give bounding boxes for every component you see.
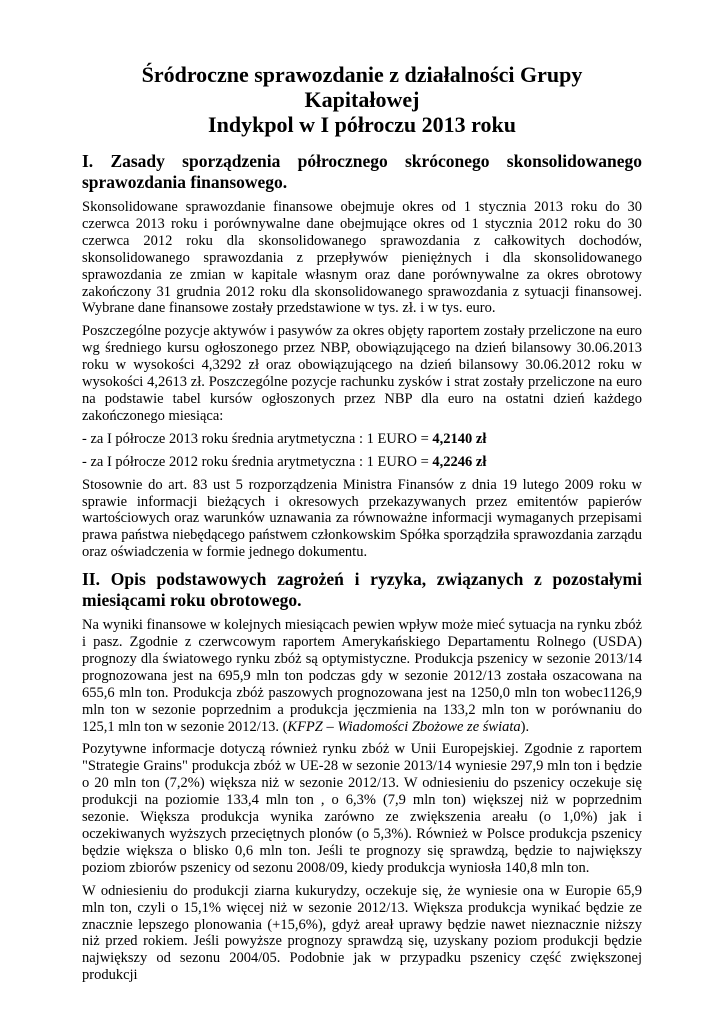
document-title [82, 62, 642, 137]
exchange-rate-2012 [82, 454, 642, 471]
section-2-paragraph-1-text: Na wyniki finansowe w kolejnych miesiącach pewien wpływ może mieć sytuacja na rynku zbóż i pasz. Zgodnie z czerwcowym raportem Amerykańskiego Departamentu Rolnego (USDA) prognozy dla światowego rynku zbóż są optymistyczne. Produkcja pszenicy w sezonie 2013/14 prognozowana jest na 695,9 mln ton podczas gdy w sezonie 2012/13 została oszacowana na 655,6 mln ton. Produkcja zbóż paszowych prognozowana jest na 1250,0 mln ton wobec1126,9 mln ton w sezonie poprzednim a produkcja jęczmienia na 133,2 mln ton w porównaniu do 125,1 mln ton w sezonie 2012/13. ( [82, 617, 642, 735]
section-2-paragraph-1 [82, 617, 642, 735]
title-line-2: Indykpol w I półroczu 2013 roku [208, 112, 516, 137]
source-citation: KFPZ – Wiadomości Zbożowe ze świata [287, 718, 521, 735]
exchange-rate-2013-value: 4,2140 zł [432, 430, 487, 447]
section-2-paragraph-2: Pozytywne informacje dotyczą również rynku zbóż w Unii Europejskiej. Zgodnie z raportem "Strategie Grains" produkcja zbóż w UE-28 w sezonie 2013/14 wyniesie 297,9 mln ton i będzie o 20 mln ton (7,2%) większa niż w sezonie 2012/13. W odniesieniu do pszenicy oczekuje się produkcji na poziomie 133,4 mln ton , o 6,3% (7,9 mln ton) większej niż w poprzednim sezonie. Większa produkcja wynika zarówno ze zwiększenia areału (o 1,0%) jak i oczekiwanych wyższych przeciętnych plonów (o 5,3%). Również w Polsce produkcja pszenicy będzie większa o blisko 0,6 mln ton. Jeśli te prognozy się sprawdzą, będzie to największy poziom zbiorów pszenicy od sezonu 2008/09, kiedy produkcja wyniosła 140,8 mln ton. [82, 741, 642, 876]
section-1-paragraph-2: Poszczególne pozycje aktywów i pasywów za okres objęty raportem zostały przeliczone na euro wg średniego kursu ogłoszonego przez NBP, obowiązującego na dzień bilansowy 30.06.2013 roku w wysokości 4,3292 zł oraz obowiązującego na dzień bilansowy 30.06.2012 roku w wysokości 4,2613 zł. Poszczególne pozycje rachunku zysków i strat zostały przeliczone na euro na podstawie tabel kursów ogłoszonych przez NBP dla euro na ostatni dzień każdego zakończonego miesiąca: [82, 323, 642, 424]
section-1-heading: I. Zasady sporządzenia półrocznego skróconego skonsolidowanego sprawozdania finansowego. [82, 151, 642, 192]
section-2-paragraph-1-end: ). [520, 718, 530, 735]
exchange-rate-2012-label: - za I półrocze 2012 roku średnia arytmetyczna : 1 EURO = [82, 453, 433, 470]
exchange-rate-2012-value: 4,2246 zł [432, 453, 487, 470]
section-2-heading: II. Opis podstawowych zagrożeń i ryzyka, związanych z pozostałymi miesiącami roku obrotowego. [82, 569, 642, 611]
exchange-rate-2013 [82, 431, 642, 448]
exchange-rate-2013-label: - za I półrocze 2013 roku średnia arytmetyczna : 1 EURO = [82, 430, 433, 447]
section-1-paragraph-1: Skonsolidowane sprawozdanie finansowe obejmuje okres od 1 stycznia 2013 roku do 30 czerwca 2013 roku i porównywalne dane obejmujące okres od 1 stycznia 2012 roku do 30 czerwca 2012 roku dla skonsolidowanego sprawozdania z całkowitych dochodów, skonsolidowanego sprawozdania z przepływów pieniężnych i dla skonsolidowanego sprawozdania ze zmian w kapitale własnym oraz dane porównywalne za okres obrotowy zakończony 31 grudnia 2012 roku dla skonsolidowanego sprawozdania z sytuacji finansowej. Wybrane dane finansowe zostały przedstawione w tys. zł. i w tys. euro. [82, 199, 642, 317]
section-2 [82, 569, 642, 984]
section-1 [82, 151, 642, 561]
section-1-paragraph-3: Stosownie do art. 83 ust 5 rozporządzenia Ministra Finansów z dnia 19 lutego 2009 roku w sprawie informacji bieżących i okresowych przekazywanych przez emitentów papierów wartościowych oraz warunków uznawania za równoważne informacji wymaganych przepisami prawa państwa niebędącego państwem członkowskim Spółka sporządziła sprawozdania zarządu oraz oświadczenia w formie jednego dokumentu. [82, 476, 642, 561]
section-2-paragraph-3: W odniesieniu do produkcji ziarna kukurydzy, oczekuje się, że wyniesie ona w Europie 65,9 mln ton, czyli o 15,1% więcej niż w sezonie 2012/13. Większa produkcja wynikać będzie ze znacznie lepszego plonowania (+15,6%), gdyż areał uprawy będzie nawet nieznacznie niższy niż przed rokiem. Jeśli powyższe prognozy sprawdzą się, uzyskany poziom produkcji będzie największy od sezonu 2004/05. Podobnie jak w przypadku pszenicy część zwiększonej produkcji [82, 882, 642, 984]
title-line-1: Śródroczne sprawozdanie z działalności Grupy Kapitałowej [141, 62, 583, 112]
